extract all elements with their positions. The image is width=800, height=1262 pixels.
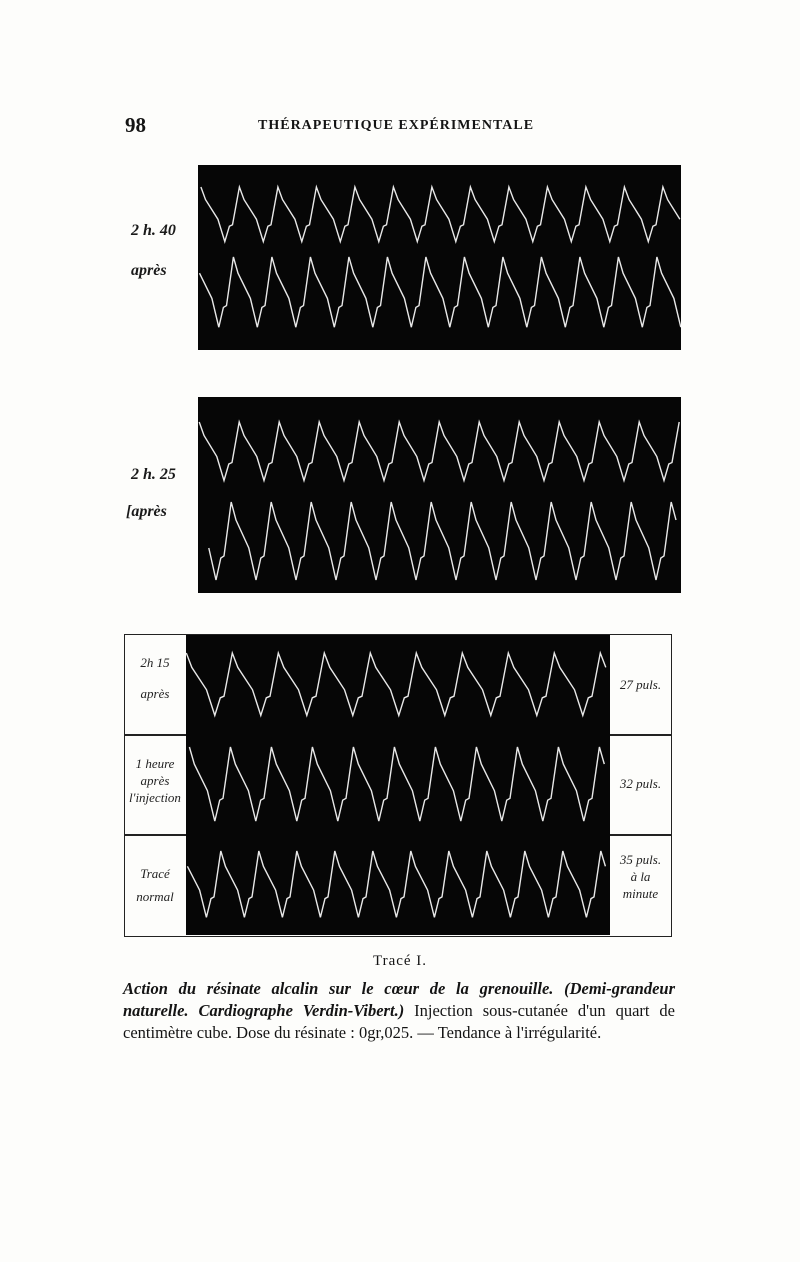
- right-column-divider-2: [610, 834, 671, 836]
- running-title: THÉRAPEUTIQUE EXPÉRIMENTALE: [258, 118, 535, 133]
- trace-bottom-line-1: [186, 653, 606, 715]
- figure-caption-body: [123, 978, 675, 1044]
- row2-left-line-1: 1 heure: [135, 756, 175, 771]
- row3-right-line-3: minute: [622, 885, 659, 901]
- row3-right-label: [610, 852, 671, 903]
- right-column-divider-1: [610, 734, 671, 736]
- trace-middle-line-2: [209, 502, 676, 580]
- panel-middle-time-label: 2 h. 25: [131, 466, 176, 483]
- row3-left-line-2: normal: [136, 888, 174, 904]
- trace-top-line-2: [200, 257, 681, 327]
- trace-middle-line-1: [199, 422, 679, 481]
- panel-top-time-label: 2 h. 40: [131, 222, 176, 239]
- left-column-divider-1: [124, 734, 186, 736]
- trace-panel-middle-waves: [198, 397, 681, 593]
- row3-right-line-2: à la: [630, 868, 651, 884]
- row1-right-line-1: 27 puls.: [619, 677, 662, 692]
- row2-right-label: [610, 776, 671, 793]
- row1-left-line-1: 2h 15: [140, 655, 170, 670]
- row2-left-line-3: l'injection: [129, 789, 181, 805]
- panel-top-after-label: après: [131, 262, 167, 279]
- row3-right-line-1: 35 puls.: [619, 852, 662, 867]
- row2-left-line-2: après: [140, 772, 170, 788]
- caption-italic-text: Action du résinate alcalin sur le cœur de la grenouille. (Demi-grandeur naturelle. Cardiographe Verdin-Vibert.): [123, 979, 675, 1020]
- panel-middle-after-label: [après: [126, 503, 167, 520]
- trace-panel-top-waves: [198, 165, 681, 350]
- caption-plain-text: Injection sous-cutanée d'un quart de centimètre cube. Dose du résinate : 0gr,025. — Tendance à l'irrégularité.: [123, 1001, 675, 1042]
- trace-bottom-line-3: [187, 851, 605, 917]
- trace-top-line-1: [201, 187, 680, 242]
- row1-left-line-2: après: [140, 685, 170, 701]
- figure-caption-title: Tracé I.: [372, 953, 428, 969]
- trace-panel-bottom-waves: [186, 635, 610, 935]
- row3-left-label: [124, 866, 186, 906]
- row2-left-label: [124, 756, 186, 807]
- row1-right-label: [610, 677, 671, 694]
- row3-left-line-1: Tracé: [140, 866, 170, 881]
- trace-bottom-line-2: [189, 747, 604, 821]
- row2-right-line-1: 32 puls.: [619, 776, 662, 791]
- left-column-divider-2: [124, 834, 186, 836]
- page-number: 98: [125, 113, 146, 137]
- row1-left-label: [124, 655, 186, 703]
